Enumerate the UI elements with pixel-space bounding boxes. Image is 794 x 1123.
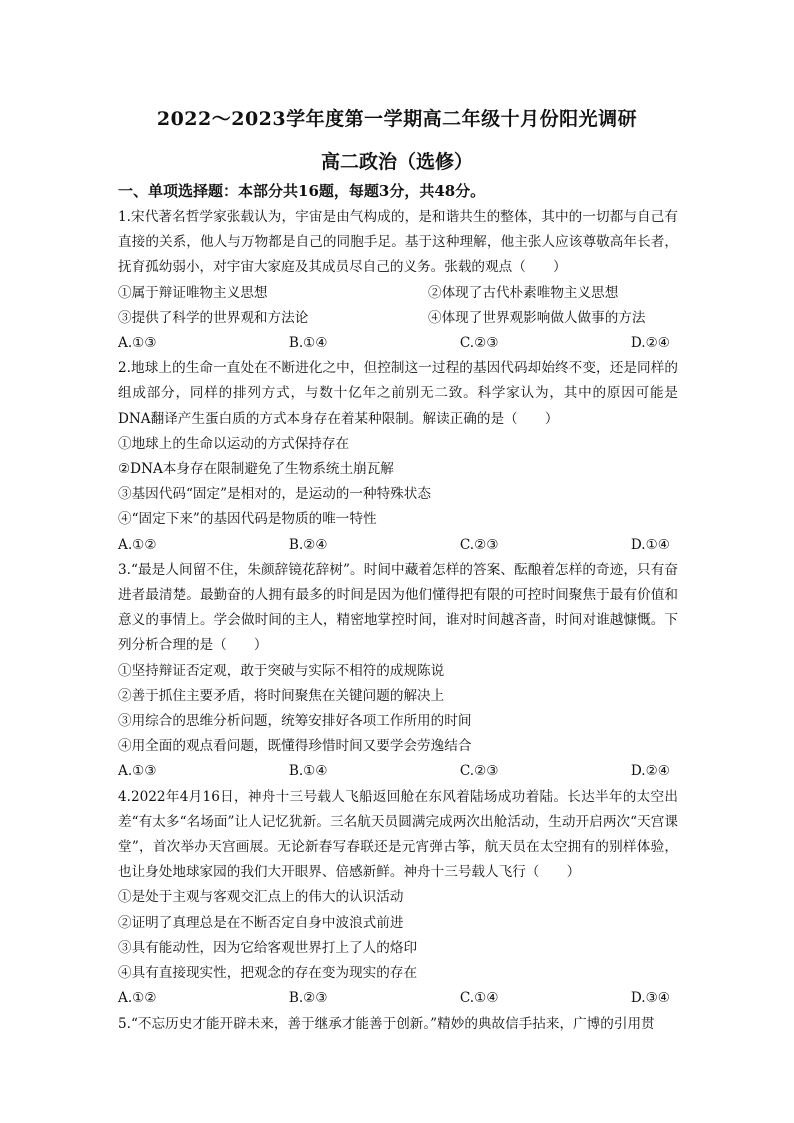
choice-a: A.①② [118,990,157,1007]
question-stem: 4.2022年4月16日，神舟十三号载人飞船返回舱在东风着陆场成功着陆。长达半年的太空出差“有太多“名场面”让人记忆犹新。三名航天员圆满完成两次出舱活动，生动开启两次“天宫课堂”，首次举办天宫画展。无论新春写春联还是元宵弹古筝，航天员在太空拥有的别样体验，也让身处地球家园的我们大开眼界、倍感新鲜。神舟十三号载人飞行（ ） [118,788,678,881]
option-4: ④“固定下来”的基因代码是物质的唯一特性 [118,511,377,528]
choice-d: D.③④ [630,990,670,1007]
section-heading: 一、单项选择题：本部分共16题，每题3分，共48分。 [118,182,486,200]
option-1: ①是处于主观与客观交汇点上的伟大的认识活动 [118,889,404,906]
option-2: ②证明了真理总是在不断否定自身中波浪式前进 [118,914,404,931]
option-2: ②善于抓住主要矛盾，将时间聚焦在关键问题的解决上 [118,687,445,704]
page-title: 2022～2023学年度第一学期高二年级十月份阳光调研 [156,108,638,130]
option-row [118,281,678,306]
option-1: ①属于辩证唯物主义思想 [118,284,268,301]
option-3: ③提供了科学的世界观和方法论 [118,309,309,326]
question-5 [118,1012,678,1037]
choice-b: B.①④ [288,335,328,352]
page-subtitle: 高二政治（选修） [320,151,473,173]
choice-a: A.①③ [118,763,157,780]
question-stem: 3.“最是人间留不住，朱颜辞镜花辞树”。时间中藏着怎样的答案、酝酿着怎样的奇迹，只有奋进者最清楚。最勤奋的人拥有最多的时间是因为他们懂得把有限的可控时间聚焦于最有价值和意义的事情上。学会做时间的主人，精密地掌控时间，谁对时间越吝啬，时间对谁越慷慨。下列分析合理的是（ ） [118,561,678,654]
choice-a: A.①② [118,536,157,553]
question-stem: 1.宋代著名哲学家张载认为，宇宙是由气构成的，是和谐共生的整体，其中的一切都与自己有直接的关系，他人与万物都是自己的同胞手足。基于这种理解，他主张人应该尊敬高年长者，抚育孤幼弱小，对宇宙大家庭及其成员尽自己的义务。张载的观点（ ） [118,209,678,276]
answer-choices [118,986,678,1011]
choice-d: D.①④ [630,536,670,553]
choice-b: B.②③ [288,990,328,1007]
option-2: ②体现了古代朴素唯物主义思想 [428,284,619,301]
option-4: ④具有直接现实性，把观念的存在变为现实的存在 [118,965,418,982]
choice-c: C.②③ [459,763,499,780]
option-3: ③基因代码“固定”是相对的，是运动的一种特殊状态 [118,486,431,503]
option-3: ③具有能动性，因为它给客观世界打上了人的烙印 [118,939,418,956]
choice-b: B.②④ [288,536,328,553]
question-4 [118,785,678,1012]
option-row [118,306,678,331]
option-4: ④体现了世界观影响做人做事的方法 [428,309,646,326]
choice-d: D.②④ [630,335,670,352]
answer-choices [118,331,678,356]
option-4: ④用全面的观点看问题，既懂得珍惜时间又要学会劳逸结合 [118,738,472,755]
questions [118,205,678,1037]
choice-a: A.①③ [118,335,157,352]
question-2 [118,356,678,558]
option-1: ①坚持辩证否定观，敢于突破与实际不相符的成规陈说 [118,662,445,679]
question-stem: 2.地球上的生命一直处在不断进化之中，但控制这一过程的基因代码却始终不变，还是同样的组成部分，同样的排列方式，与数十亿年之前别无二致。科学家认为，其中的原因可能是DNA翻译产生蛋白质的方式本身存在着某种限制。解读正确的是（ ） [118,360,678,427]
option-3: ③用综合的思维分析问题，统筹安排好各项工作所用的时间 [118,713,472,730]
question-1 [118,205,678,356]
choice-d: D.②④ [630,763,670,780]
choice-c: C.②③ [459,335,499,352]
question-3 [118,558,678,785]
question-stem: 5.“不忘历史才能开辟未来，善于继承才能善于创新。”精妙的典故信手拈来，广博的引用贯 [118,1015,655,1032]
choice-c: C.①④ [459,990,499,1007]
choice-c: C.②③ [459,536,499,553]
answer-choices [118,759,678,784]
option-1: ①地球上的生命以运动的方式保持存在 [118,435,350,452]
option-2: ②DNA本身存在限制避免了生物系统土崩瓦解 [118,461,394,478]
choice-b: B.①④ [288,763,328,780]
answer-choices [118,533,678,558]
